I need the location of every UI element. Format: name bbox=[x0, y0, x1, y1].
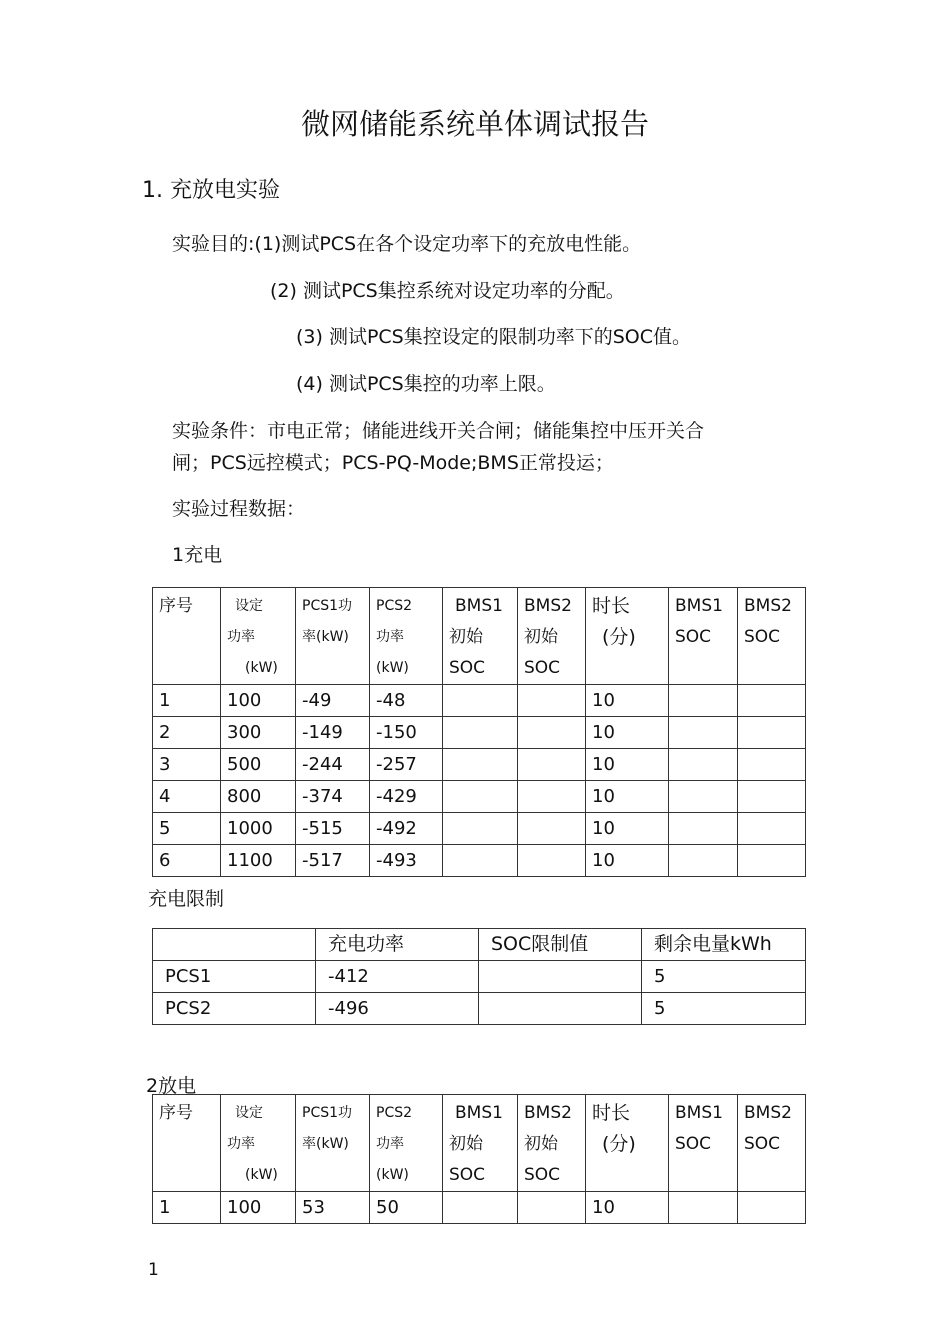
limit-cell bbox=[479, 993, 642, 1025]
cell-bms2-soc bbox=[738, 685, 806, 717]
cell-bms2-init-soc bbox=[518, 781, 586, 813]
cell-pcs2-power: -257 bbox=[370, 749, 443, 781]
cell-pcs1-power: -374 bbox=[296, 781, 370, 813]
limit-cell: 5 bbox=[642, 961, 806, 993]
cell-bms2-init-soc bbox=[518, 1192, 586, 1224]
cell-pcs1-power: 53 bbox=[296, 1192, 370, 1224]
discharge-label: 2放电 bbox=[146, 1075, 197, 1097]
cell-seq: 6 bbox=[153, 845, 221, 877]
limit-cell: PCS1 bbox=[153, 961, 316, 993]
cell-bms2-soc bbox=[738, 749, 806, 781]
purpose-line-1: 实验目的:(1)测试PCS在各个设定功率下的充放电性能。 bbox=[172, 233, 642, 255]
cell-set-power: 300 bbox=[221, 717, 296, 749]
cell-bms2-soc bbox=[738, 1192, 806, 1224]
limit-cell: PCS2 bbox=[153, 993, 316, 1025]
cell-duration: 10 bbox=[586, 813, 669, 845]
cell-bms1-init-soc bbox=[443, 749, 518, 781]
limit-cell: -496 bbox=[316, 993, 479, 1025]
table-row bbox=[153, 1192, 806, 1224]
cell-pcs1-power: -244 bbox=[296, 749, 370, 781]
cell-bms1-init-soc bbox=[443, 781, 518, 813]
col-bms2-init-soc: BMS2 初始 SOC bbox=[518, 588, 586, 685]
cell-pcs2-power: -492 bbox=[370, 813, 443, 845]
cell-pcs2-power: -150 bbox=[370, 717, 443, 749]
col-bms1-init-soc: BMS1 初始 SOC bbox=[443, 1095, 518, 1192]
cell-duration: 10 bbox=[586, 1192, 669, 1224]
col-bms2-init-soc: BMS2 初始 SOC bbox=[518, 1095, 586, 1192]
col-seq: 序号 bbox=[153, 1095, 221, 1192]
cell-seq: 4 bbox=[153, 781, 221, 813]
cell-bms2-soc bbox=[738, 717, 806, 749]
cell-bms2-init-soc bbox=[518, 685, 586, 717]
cell-seq: 1 bbox=[153, 1192, 221, 1224]
table-header-row bbox=[153, 929, 806, 961]
cell-pcs1-power: -515 bbox=[296, 813, 370, 845]
table-row bbox=[153, 961, 806, 993]
process-label: 实验过程数据： bbox=[172, 498, 306, 520]
table-row bbox=[153, 717, 806, 749]
limit-table bbox=[152, 928, 806, 1025]
col-bms1-soc: BMS1 SOC bbox=[669, 1095, 738, 1192]
purpose-line-4: (4) 测试PCS集控的功率上限。 bbox=[296, 373, 556, 395]
cell-pcs2-power: -48 bbox=[370, 685, 443, 717]
charge-label: 1充电 bbox=[172, 544, 223, 566]
conditions-line-2: 闸；PCS远控模式；PCS-PQ-Mode;BMS正常投运； bbox=[172, 452, 614, 474]
cell-pcs1-power: -517 bbox=[296, 845, 370, 877]
cell-set-power: 100 bbox=[221, 1192, 296, 1224]
limit-header-cell: 充电功率 bbox=[316, 929, 479, 961]
cell-pcs1-power: -49 bbox=[296, 685, 370, 717]
col-seq: 序号 bbox=[153, 588, 221, 685]
cell-bms2-soc bbox=[738, 845, 806, 877]
col-duration: 时长 (分) bbox=[586, 588, 669, 685]
cell-bms1-soc bbox=[669, 717, 738, 749]
cell-duration: 10 bbox=[586, 717, 669, 749]
cell-set-power: 1000 bbox=[221, 813, 296, 845]
cell-pcs2-power: 50 bbox=[370, 1192, 443, 1224]
col-pcs2-power: PCS2 功率 (kW) bbox=[370, 1095, 443, 1192]
col-pcs1-power: PCS1功 率(kW) bbox=[296, 588, 370, 685]
cell-set-power: 500 bbox=[221, 749, 296, 781]
cell-bms2-init-soc bbox=[518, 845, 586, 877]
cell-duration: 10 bbox=[586, 781, 669, 813]
cell-bms1-init-soc bbox=[443, 845, 518, 877]
cell-seq: 2 bbox=[153, 717, 221, 749]
cell-seq: 5 bbox=[153, 813, 221, 845]
cell-duration: 10 bbox=[586, 685, 669, 717]
col-pcs1-power: PCS1功 率(kW) bbox=[296, 1095, 370, 1192]
cell-duration: 10 bbox=[586, 749, 669, 781]
col-pcs2-power: PCS2 功率 (kW) bbox=[370, 588, 443, 685]
conditions-line-1: 实验条件：市电正常；储能进线开关合闸；储能集控中压开关合 bbox=[172, 420, 705, 442]
table-row bbox=[153, 845, 806, 877]
cell-bms1-soc bbox=[669, 813, 738, 845]
cell-seq: 3 bbox=[153, 749, 221, 781]
col-bms1-soc: BMS1 SOC bbox=[669, 588, 738, 685]
table-row bbox=[153, 749, 806, 781]
cell-bms2-soc bbox=[738, 781, 806, 813]
limit-header-cell: 剩余电量kWh bbox=[642, 929, 806, 961]
cell-bms1-init-soc bbox=[443, 685, 518, 717]
cell-bms1-soc bbox=[669, 845, 738, 877]
cell-bms1-soc bbox=[669, 685, 738, 717]
cell-bms2-soc bbox=[738, 813, 806, 845]
limit-label: 充电限制 bbox=[148, 888, 225, 910]
cell-bms1-soc bbox=[669, 1192, 738, 1224]
cell-bms2-init-soc bbox=[518, 813, 586, 845]
page-number: 1 bbox=[148, 1260, 159, 1280]
col-bms2-soc: BMS2 SOC bbox=[738, 1095, 806, 1192]
limit-cell: 5 bbox=[642, 993, 806, 1025]
cell-set-power: 800 bbox=[221, 781, 296, 813]
cell-set-power: 100 bbox=[221, 685, 296, 717]
col-set-power: 设定 功率 (kW) bbox=[221, 588, 296, 685]
cell-set-power: 1100 bbox=[221, 845, 296, 877]
purpose-line-2: (2) 测试PCS集控系统对设定功率的分配。 bbox=[270, 280, 625, 302]
cell-bms2-init-soc bbox=[518, 749, 586, 781]
table-row bbox=[153, 781, 806, 813]
cell-bms1-soc bbox=[669, 749, 738, 781]
table-row bbox=[153, 993, 806, 1025]
charge-table bbox=[152, 587, 806, 877]
cell-duration: 10 bbox=[586, 845, 669, 877]
limit-header-cell: SOC限制值 bbox=[479, 929, 642, 961]
limit-header-cell bbox=[153, 929, 316, 961]
section-heading: 1. 充放电实验 bbox=[142, 178, 280, 203]
page-title: 微网储能系统单体调试报告 bbox=[300, 107, 649, 141]
cell-bms1-init-soc bbox=[443, 813, 518, 845]
cell-seq: 1 bbox=[153, 685, 221, 717]
col-bms1-init-soc: BMS1 初始 SOC bbox=[443, 588, 518, 685]
limit-cell: -412 bbox=[316, 961, 479, 993]
table-row bbox=[153, 685, 806, 717]
col-duration: 时长 (分) bbox=[586, 1095, 669, 1192]
purpose-line-3: (3) 测试PCS集控设定的限制功率下的SOC值。 bbox=[296, 326, 692, 348]
cell-bms1-soc bbox=[669, 781, 738, 813]
cell-pcs1-power: -149 bbox=[296, 717, 370, 749]
col-bms2-soc: BMS2 SOC bbox=[738, 588, 806, 685]
limit-cell bbox=[479, 961, 642, 993]
cell-bms1-init-soc bbox=[443, 1192, 518, 1224]
cell-bms2-init-soc bbox=[518, 717, 586, 749]
table-row bbox=[153, 813, 806, 845]
cell-bms1-init-soc bbox=[443, 717, 518, 749]
col-set-power: 设定 功率 (kW) bbox=[221, 1095, 296, 1192]
cell-pcs2-power: -493 bbox=[370, 845, 443, 877]
discharge-table bbox=[152, 1094, 806, 1224]
cell-pcs2-power: -429 bbox=[370, 781, 443, 813]
